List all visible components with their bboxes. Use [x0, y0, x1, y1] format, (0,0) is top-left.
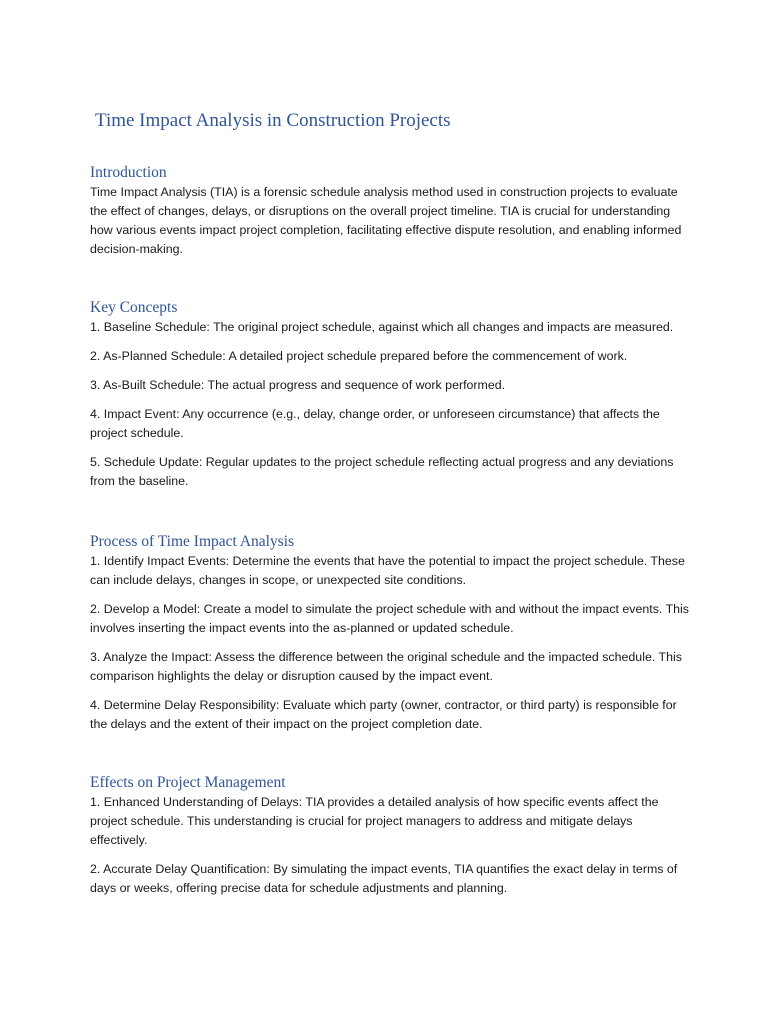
introduction-paragraph: Time Impact Analysis (TIA) is a forensic schedule analysis method used in construction projects to evaluate the effect of changes, delays, or disruptions on the overall project timeline. TIA is crucial for understanding how various events impact project completion, facilitating effective dispute resolution, and enabling informed decision-making.	[90, 185, 682, 256]
key-concept-as-planned-schedule: 2. As-Planned Schedule: A detailed project schedule prepared before the commencement of work.	[90, 349, 628, 363]
process-step-analyze-impact: 3. Analyze the Impact: Assess the difference between the original schedule and the impacted schedule. This comparison highlights the delay or disruption caused by the impact event.	[90, 650, 682, 683]
process-section	[90, 532, 690, 734]
effects-section	[90, 773, 690, 898]
introduction-section	[90, 163, 690, 259]
key-concept-schedule-update: 5. Schedule Update: Regular updates to the project schedule reflecting actual progress and any deviations from the baseline.	[90, 455, 674, 488]
introduction-heading: Introduction	[90, 164, 167, 181]
key-concept-baseline-schedule: 1. Baseline Schedule: The original project schedule, against which all changes and impacts are measured.	[90, 320, 674, 334]
process-steps-list	[90, 552, 690, 734]
document-title: Time Impact Analysis in Construction Projects	[95, 110, 451, 131]
effects-heading: Effects on Project Management	[90, 774, 286, 791]
key-concept-as-built-schedule: 3. As-Built Schedule: The actual progress and sequence of work performed.	[90, 378, 506, 392]
effects-list	[90, 793, 690, 898]
process-step-determine-delay-responsibility: 4. Determine Delay Responsibility: Evaluate which party (owner, contractor, or third party) is responsible for the delays and the extent of their impact on the project completion date.	[90, 698, 677, 731]
key-concepts-heading: Key Concepts	[90, 299, 178, 316]
process-step-identify-impact-events: 1. Identify Impact Events: Determine the events that have the potential to impact the project schedule. These can include delays, changes in scope, or unexpected site conditions.	[90, 554, 685, 587]
key-concepts-section	[90, 298, 690, 491]
process-step-develop-model: 2. Develop a Model: Create a model to simulate the project schedule with and without the impact events. This involves inserting the impact events into the as-planned or updated schedule.	[90, 602, 689, 635]
key-concept-impact-event: 4. Impact Event: Any occurrence (e.g., delay, change order, or unforeseen circumstance) that affects the project schedule.	[90, 407, 660, 440]
key-concepts-list	[90, 318, 690, 491]
effect-delay-quantification: 2. Accurate Delay Quantification: By simulating the impact events, TIA quantifies the exact delay in terms of days or weeks, offering precise data for schedule adjustments and planning.	[90, 862, 678, 895]
process-heading: Process of Time Impact Analysis	[90, 533, 295, 550]
effect-understanding-of-delays: 1. Enhanced Understanding of Delays: TIA provides a detailed analysis of how specific events affect the project schedule. This understanding is crucial for project managers to address and mitigate delays effectively.	[90, 795, 659, 847]
